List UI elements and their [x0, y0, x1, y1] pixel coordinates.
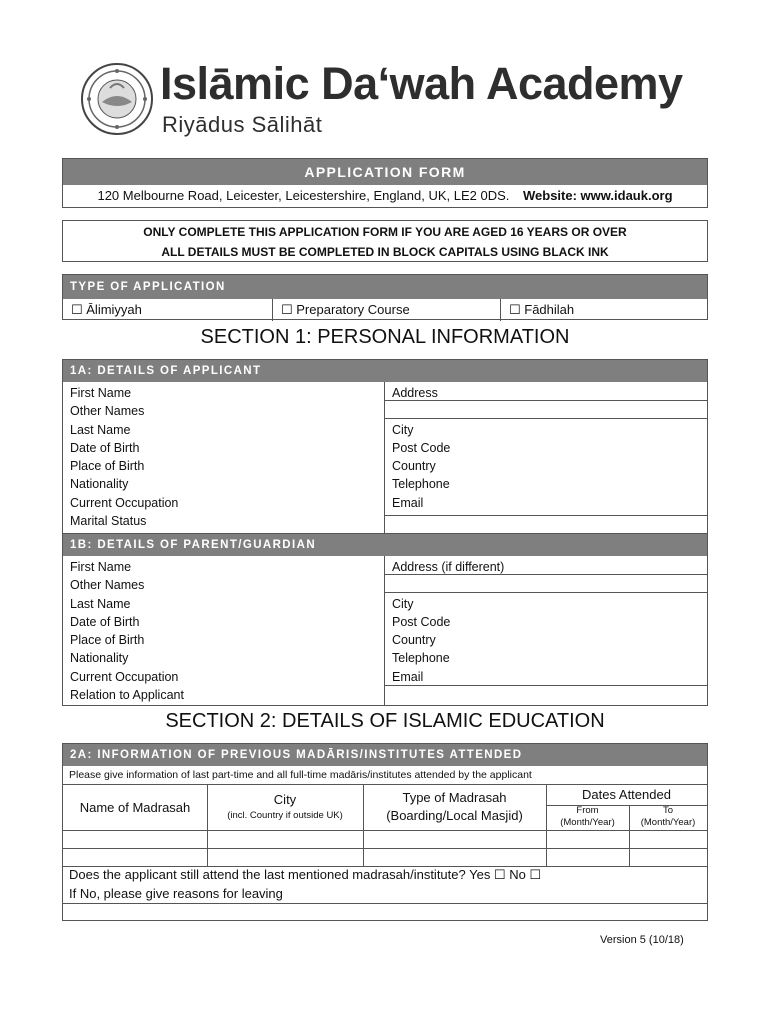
guardian-city-field[interactable]: City — [392, 596, 414, 611]
applicant-right-fields — [392, 384, 450, 530]
type-of-application — [62, 274, 708, 320]
guardian-right-fields — [392, 558, 504, 704]
applicant-details-heading: 1A: DETAILS OF APPLICANT — [63, 360, 707, 382]
column-divider — [384, 556, 385, 706]
applicant-left-fields — [70, 384, 178, 530]
guardian-blank-field[interactable] — [392, 686, 504, 704]
guardian-nationality-field[interactable]: Nationality — [70, 651, 129, 666]
col-from: From — [576, 805, 599, 816]
academy-logo-seal — [80, 62, 154, 136]
website-link[interactable]: Website: www.idauk.org — [523, 188, 673, 203]
col-city-note: (incl. Country if outside UK) — [227, 810, 343, 821]
last-name-field[interactable]: Last Name — [70, 422, 131, 437]
post-code-field[interactable]: Post Code — [392, 440, 451, 455]
email-field[interactable]: Email — [392, 495, 424, 510]
option-fadhilah[interactable]: ☐ Fādhilah — [500, 299, 707, 321]
notice-line-2: ALL DETAILS MUST BE COMPLETED IN BLOCK CAPITALS USING BLACK INK — [161, 245, 609, 259]
col-type-note: (Boarding/Local Masjid) — [386, 808, 523, 823]
postal-address: 120 Melbourne Road, Leicester, Leicestershire, England, UK, LE2 0DS. — [97, 188, 510, 203]
col-to-note: (Month/Year) — [640, 817, 696, 828]
column-divider — [384, 382, 385, 534]
other-names-field[interactable]: Other Names — [70, 404, 145, 419]
col-name-of-madrasah: Name of Madrasah — [79, 800, 191, 815]
guardian-post-code-field[interactable]: Post Code — [392, 614, 451, 629]
guardian-first-name-field[interactable]: First Name — [70, 560, 132, 574]
place-of-birth-field[interactable]: Place of Birth — [70, 459, 145, 474]
relation-to-applicant-field[interactable]: Relation to Applicant — [70, 688, 184, 703]
row-divider — [63, 830, 707, 831]
still-attending-question[interactable]: Does the applicant still attend the last mentioned madrasah/institute? Yes ☐ No ☐ — [69, 867, 542, 882]
address-field[interactable]: Address — [392, 386, 438, 400]
col-type-of-madrasah: Type of Madrasah — [402, 790, 507, 805]
brand-subtitle: Riyādus Sālihāt — [162, 112, 323, 137]
guardian-email-field[interactable]: Email — [392, 669, 424, 684]
guardian-last-name-field[interactable]: Last Name — [70, 596, 131, 611]
address-line-2-field[interactable] — [392, 402, 450, 420]
madaris-attended-table — [62, 743, 708, 921]
row-divider — [63, 784, 707, 785]
eligibility-notice — [62, 220, 708, 262]
guardian-details-table — [62, 533, 708, 706]
madaris-heading: 2A: INFORMATION OF PREVIOUS MADĀRIS/INSTITUTES ATTENDED — [63, 744, 707, 766]
nationality-field[interactable]: Nationality — [70, 477, 129, 492]
version-label: Version 5 (10/18) — [600, 934, 684, 946]
col-dates-attended: Dates Attended — [582, 787, 671, 802]
guardian-telephone-field[interactable]: Telephone — [392, 651, 450, 666]
guardian-address-field[interactable]: Address (if different) — [392, 560, 505, 574]
date-of-birth-field[interactable]: Date of Birth — [70, 440, 140, 455]
option-preparatory-course[interactable]: ☐ Preparatory Course — [272, 299, 500, 321]
brand-title: Islāmic Da‘wah Academy — [160, 58, 683, 109]
guardian-other-names-field[interactable]: Other Names — [70, 578, 145, 593]
telephone-field[interactable]: Telephone — [392, 477, 450, 492]
col-to: To — [662, 805, 674, 816]
marital-status-field[interactable]: Marital Status — [70, 514, 147, 529]
reasons-for-leaving-label: If No, please give reasons for leaving — [69, 886, 283, 901]
application-form-title: APPLICATION FORM — [63, 159, 707, 185]
col-city: City — [273, 792, 297, 807]
section-1-title: SECTION 1: PERSONAL INFORMATION — [200, 326, 570, 348]
applicant-details-table — [62, 359, 708, 534]
guardian-occupation-field[interactable]: Current Occupation — [70, 669, 179, 684]
madaris-instruction: Please give information of last part-time and all full-time madāris/institutes attended by the applicant — [69, 769, 532, 781]
row-divider — [63, 848, 707, 849]
section-2-title: SECTION 2: DETAILS OF ISLAMIC EDUCATION — [165, 710, 605, 732]
first-name-field[interactable]: First Name — [70, 386, 132, 400]
country-field[interactable]: Country — [392, 459, 436, 474]
guardian-details-heading: 1B: DETAILS OF PARENT/GUARDIAN — [63, 534, 707, 556]
option-alimiyyah[interactable]: ☐ Ālimiyyah — [71, 302, 142, 317]
blank-field[interactable] — [392, 512, 450, 530]
guardian-country-field[interactable]: Country — [392, 633, 436, 648]
guardian-date-of-birth-field[interactable]: Date of Birth — [70, 614, 140, 629]
type-of-application-heading: TYPE OF APPLICATION — [63, 275, 707, 299]
application-form-header — [62, 158, 708, 208]
row-divider — [63, 903, 707, 904]
guardian-address-line-2-field[interactable] — [392, 576, 504, 594]
guardian-left-fields — [70, 558, 184, 704]
city-field[interactable]: City — [392, 422, 414, 437]
address-line — [63, 185, 707, 209]
guardian-place-of-birth-field[interactable]: Place of Birth — [70, 633, 145, 648]
col-from-note: (Month/Year) — [560, 817, 615, 828]
notice-line-1: ONLY COMPLETE THIS APPLICATION FORM IF YOU ARE AGED 16 YEARS OR OVER — [143, 225, 627, 239]
current-occupation-field[interactable]: Current Occupation — [70, 495, 179, 510]
